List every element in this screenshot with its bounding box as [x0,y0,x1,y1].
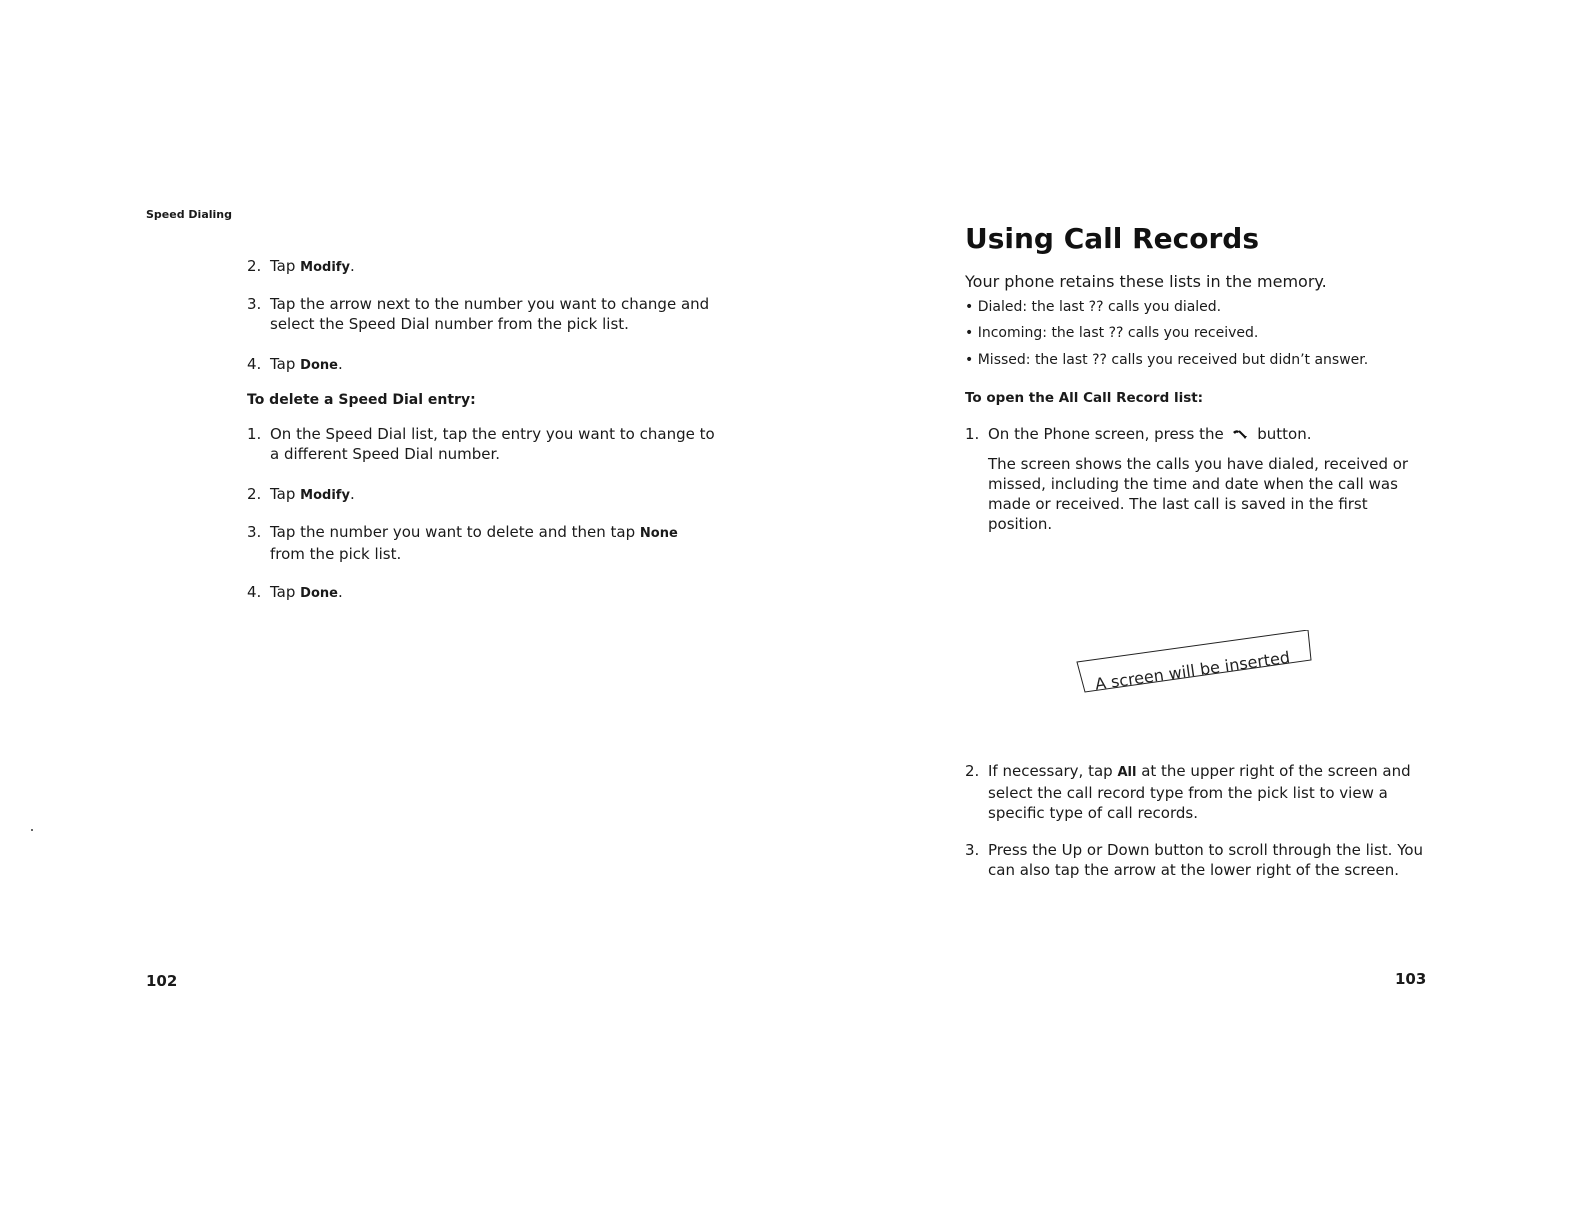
page-number-right: 103 [1395,970,1427,988]
delete-step-4: 4. Tap Done. [247,583,343,601]
ui-term-done: Done [300,586,338,601]
open-list-subheading: To open the All Call Record list: [965,390,1204,406]
ui-term-all: All [1117,765,1137,780]
bullet-missed: • Missed: the last ?? calls you received but didn’t answer. [965,352,1369,368]
ui-term-modify: Modify [300,260,350,275]
page-number-left: 102 [146,972,178,990]
delete-step-3: 3. Tap the number you want to delete and then tap None from the pick list. [247,523,678,563]
intro-text: Your phone retains these lists in the memory. [965,272,1327,291]
call-record-step-1: 1. On the Phone screen, press the button. [965,425,1312,443]
bullet-dialed: • Dialed: the last ?? calls you dialed. [965,299,1222,315]
step-4-done: 4. Tap Done. [247,355,343,373]
step-1-description: The screen shows the calls you have dialed, received or missed, including the time and date when the call was made or received. The last call is saved in the first position. [988,455,1409,533]
bullet-incoming: • Incoming: the last ?? calls you received. [965,325,1259,341]
call-record-step-3: 3. Press the Up or Down button to scroll through the list. You can also tap the arrow at the lower right of the screen. [965,841,1424,879]
ui-term-none: None [639,526,678,541]
step-2-modify: 2. Tap Modify. [247,257,355,275]
ui-term-done: Done [300,358,338,373]
delete-step-2: 2. Tap Modify. [247,485,355,503]
page-title: Using Call Records [965,222,1260,255]
delete-entry-subheading: To delete a Speed Dial entry: [247,392,476,408]
call-record-step-2: 2. If necessary, tap All at the upper right of the screen and select the call record type from the pick list to view a specific type of call records. [965,762,1411,822]
scan-speck [31,829,33,831]
placeholder-text: A screen will be inserted [1093,647,1292,694]
running-header: Speed Dialing [146,208,232,221]
delete-step-1: 1. On the Speed Dial list, tap the entry you want to change to a different Speed Dial number. [247,425,715,463]
ui-term-modify: Modify [300,488,350,503]
step-3-change-number: 3. Tap the arrow next to the number you want to change and select the Speed Dial number from the pick list. [247,295,710,333]
screen-placeholder [1075,630,1315,694]
phone-handset-icon [1232,425,1248,445]
